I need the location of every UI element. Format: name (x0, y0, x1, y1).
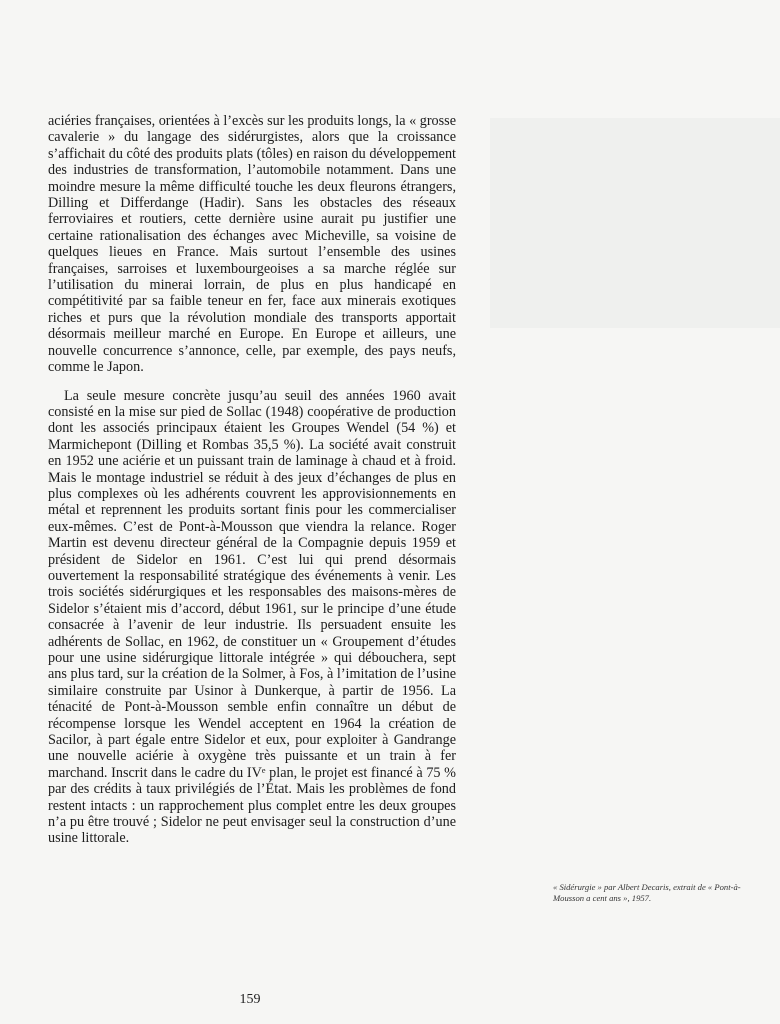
body-paragraph-1: aciéries françaises, orientées à l’excès sur les produits longs, la « grosse cavalerie » du langage des sidérurgistes, alors que la croissance s’affichait du côté des produits plats (tôles) en raison du développement des industries de transformation, l’automobile notamment. Dans une moindre mesure la même difficulté touche les deux fleurons étrangers, Dilling et Differdange (Hadir). Sans les obstacles des réseaux ferroviaires et routiers, cette dernière usine aurait pu justifier une certaine rationalisation des échanges avec Micheville, sa voisine de quelques lieues en France. Mais surtout l’ensemble des usines françaises, sarroises et luxembourgeoises a sa marche réglée sur l’utilisation du minerai lorrain, de plus en plus handicapé en compétitivité par sa faible teneur en fer, face aux minerais exotiques riches et purs que la révolution mondiale des transports apportait désormais meilleur marché en Europe. En Europe et ailleurs, une nouvelle concurrence s’annonce, celle, par exemple, des pays neufs, comme le Japon. (48, 113, 456, 376)
body-paragraph-2: La seule mesure concrète jusqu’au seuil des années 1960 avait consisté en la mise sur pied de Sollac (1948) coopérative de production dont les associés principaux étaient les Groupes Wendel (54 %) et Marmichepont (Dilling et Rombas 35,5 %). La société avait construit en 1952 une aciérie et un puissant train de laminage à chaud et à froid. Mais le montage industriel se réduit à des jeux d’échanges de plus en plus complexes où les adhérents couvrent les approvisionnements en métal et reprennent les produits sortant finis pour les commercialiser eux-mêmes. C’est de Pont-à-Mousson que viendra la relance. Roger Martin est devenu directeur général de la Compagnie depuis 1959 et président de Sidelor en 1961. C’est lui qui prend désormais ouvertement la responsabilité stratégique des événements à venir. Les trois sociétés sidérurgiques et les responsables des maisons-mères de Sidelor s’étaient mis d’accord, début 1961, sur le principe d’une étude consacrée à l’avenir de leur industrie. Ils persuadent ensuite les adhérents de Sollac, en 1962, de constituer un « Groupement d’études pour une usine sidérurgique littorale intégrée » qui débouchera, sept ans plus tard, sur la création de la Solmer, à Fos, à l’imitation de l’usine similaire construite par Usinor à Dunkerque, à partir de 1956. La ténacité de Pont-à-Mousson semble enfin connaître un début de récompense lorsque les Wendel acceptent en 1964 la création de Sacilor, à part égale entre Sidelor et eux, pour exploiter à Gandrange une nouvelle aciérie à oxygène très puissante et un train à fer marchand. Inscrit dans le cadre du IVᵉ plan, le projet est financé à 75 % par des crédits à taux privilégiés de l’État. Mais les problèmes de fond restent intacts : un rapprochement plus complet entre les deux groupes n’a pu être trouvé ; Sidelor ne peut envisager seul la construction d’une usine littorale. (48, 387, 456, 847)
body-text-column (48, 113, 456, 847)
page-number: 159 (239, 992, 261, 1007)
illustration-plate-area (490, 118, 780, 328)
illustration-caption: « Sidérurgie » par Albert Decaris, extrait de « Pont-à-Mousson a cent ans », 1957. (553, 882, 741, 903)
